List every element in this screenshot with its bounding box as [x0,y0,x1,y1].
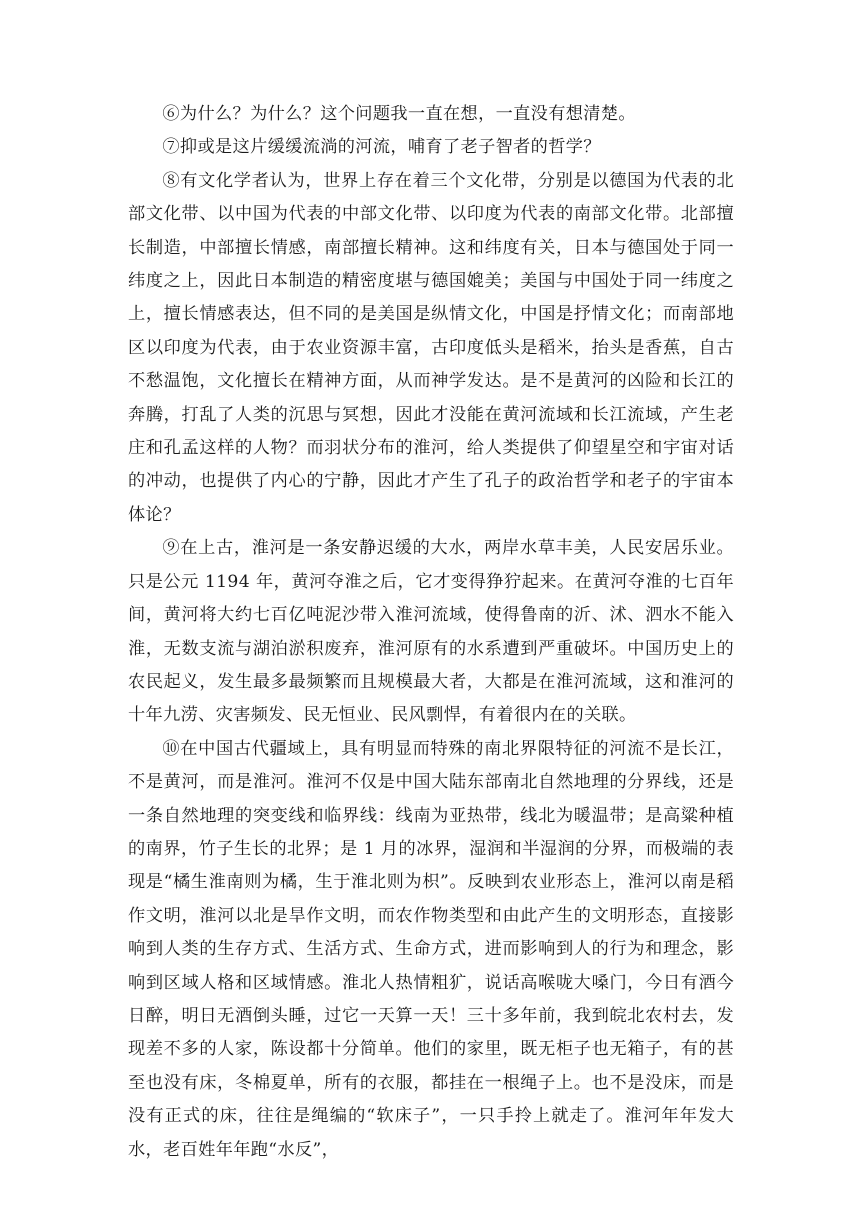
paragraph-6: ⑥为什么？为什么？这个问题我一直在想，一直没有想清楚。 [162,104,636,124]
paragraph-9: ⑨在上古，淮河是一条安静迟缓的大水，两岸水草丰美，人民安居乐业。只是公元 1194 年，黄河夺淮之后，它才变得狰狞起来。在黄河夺淮的七百年间，黄河将大约七百亿吨泥沙带入淮河流域，使得鲁南的沂、沭、泗水不能入淮，无数支流与湖泊淤积废弃，淮河原有的水系遭到严重破坏。中国历史上的农民起义，发生最多最频繁而且规模最大者，大都是在淮河流域，这和淮河的十年九涝、灾害频发、民无恒业、民风剽悍，有着很内在的关联。 [128,538,734,726]
paragraph-10: ⑩在中国古代疆域上，具有明显而特殊的南北界限特征的河流不是长江，不是黄河，而是淮河。淮河不仅是中国大陆东部南北自然地理的分界线，还是一条自然地理的突变线和临界线：线南为亚热带，线北为暖温带；是高粱种植的南界，竹子生长的北界；是 1 月的冰界，湿润和半湿润的分界，而极端的表现是“橘生淮南则为橘，生于淮北则为枳”。反映到农业形态上，淮河以南是稻作文明，淮河以北是旱作文明，而农作物类型和由此产生的文明形态，直接影响到人类的生存方式、生活方式、生命方式，进而影响到人的行为和理念，影响到区域人格和区域情感。淮北人热情粗犷，说话高喉咙大嗓门，今日有酒今日醉，明日无酒倒头睡，过它一天算一天！三十多年前，我到皖北农村去，发现差不多的人家，陈设都十分简单。他们的家里，既无柜子也无箱子，有的甚至也没有床，冬棉夏单，所有的衣服，都挂在一根绳子上。也不是没床，而是没有正式的床，往往是绳编的“软床子”，一只手拎上就走了。淮河年年发大水，老百姓年年跑“水反”， [128,738,734,1160]
paragraph-7: ⑦抑或是这片缓缓流淌的河流，哺育了老子智者的哲学？ [162,137,601,158]
document-page [128,98,734,1167]
paragraph-8: ⑧有文化学者认为，世界上存在着三个文化带，分别是以德国为代表的北部文化带、以中国为代表的中部文化带、以印度为代表的南部文化带。北部擅长制造，中部擅长情感，南部擅长精神。这和纬度有关，日本与德国处于同一纬度之上，因此日本制造的精密度堪与德国媲美；美国与中国处于同一纬度之上，擅长情感表达，但不同的是美国是纵情文化，中国是抒情文化；而南部地区以印度为代表，由于农业资源丰富，古印度低头是稻米，抬头是香蕉，自古不愁温饱，文化擅长在精神方面，从而神学发达。是不是黄河的凶险和长江的奔腾，打乱了人类的沉思与冥想，因此才没能在黄河流域和长江流域，产生老庄和孔孟这样的人物？而羽状分布的淮河，给人类提供了仰望星空和宇宙对话的冲动，也提供了内心的宁静，因此才产生了孔子的政治哲学和老子的宇宙本体论？ [128,170,734,525]
